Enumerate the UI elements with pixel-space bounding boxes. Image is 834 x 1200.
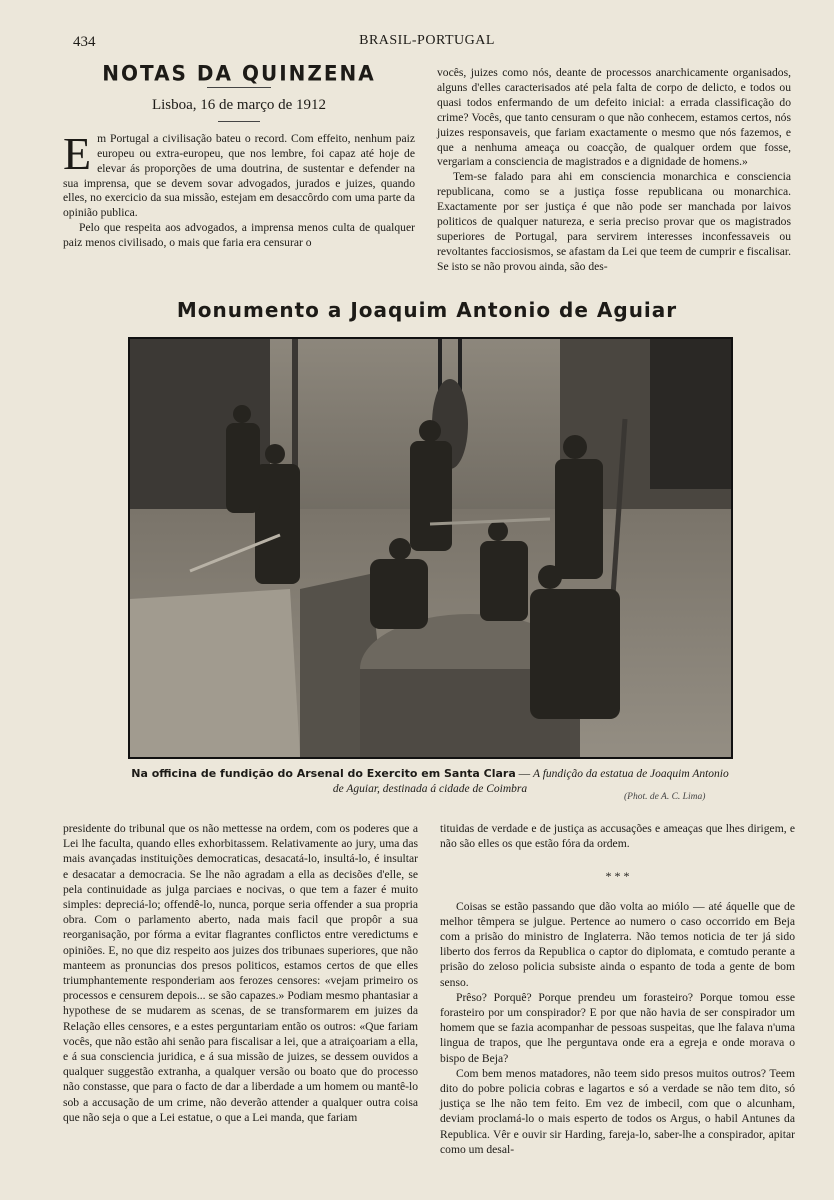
notas-right-paragraph-2: Tem-se falado para ahi em consciencia monarchica e consciencia republicana, como se a justiça fosse republicana ou monarchica. Exactamente por ser justiça é que não pode ser manchada por laivos politicos de qualquer natureza, e seria preciso provar que os magistrados superiores de Portugal, para servirem interesses inconfessaveis ou revoltantes facciosismos, se afastam da Lei que teem de cumprir e fiscalisar. Se isto se não provou ainda, são des-: [437, 170, 791, 273]
bottom-left-column: [63, 821, 418, 1125]
page-number: 434: [73, 34, 96, 50]
monument-title: Monumento a Joaquim Antonio de Aguiar: [176, 298, 678, 322]
notas-title: NOTAS DA QUINZENA: [102, 60, 376, 86]
drop-cap: E: [63, 127, 92, 179]
dateline: Lisboa, 16 de março de 1912: [151, 96, 327, 113]
foundry-photograph: [128, 337, 733, 759]
dateline-rule: [218, 121, 260, 122]
bottom-right-paragraph-3: Prêso? Porquê? Porque prendeu um forasteiro? Porque tomou esse forasteiro por um conspirador? E por que não havia de ser conspirador um homem que se fazia acompanhar de pessoas suspeitas, que lhe falava n'uma lingua de trapos, que lhe perguntava onde era a egreja e onde morava o bispo de Beja?: [440, 990, 795, 1065]
section-separator-stars: * * *: [605, 869, 630, 884]
bottom-left-paragraph: presidente do tribunal que os não mettesse na ordem, com os poderes que a Lei lhe faculta, quando elles exhorbitassem. Relativamente ao jury, uma das mais avançadas instituições democraticas, desacatá-lo, insultá-lo, é insultar e desacatar a democracia. Se lhe não agradam a ella as decisões d'elle, se pela continuidade as julga parciaes e nocivas, o que tem a fazer é muito simples: depreciá-lo; offendê-lo, nunca, porque seria offender a sua propria obra. Com o parlamento aberto, nada mais facil que propôr a sua reorganisação, por fórma a evitar flagrantes conflictos entre veredictums e opiniões. E, no que diz respeito aos juizes dos tribunaes superiores, que não manteem as pronuncias dos presos politicos, estamos certos de que elles triumphantemente responderiam aos ferozes censores: «vejam primeiro os processos e censurem depois... se são capazes.» Podiam mesmo phantasiar a hypothese de se mudarem as scenas, de se transformarem em juizes da Relação elles censores, e a estes perguntariam então os outros: «Que fariam vocês, que não estão ahi senão para fiscalisar a lei, que a atraiçoariam a ella, e á sua consciencia juridica, e á sua missão de juizes, se dessem ouvidos a qualquer suggestão extranha, a qualquer versão ou boato que do processo não constasse, que para o facto de dar a liberdade a um homem ou mantê-lo sob a accusação de um crime, não deverão attender a qualquer outra coisa que não seja o que a Lei estatue, o que a Lei manda, que fariam: [63, 822, 418, 1124]
caption-dash: —: [515, 768, 534, 780]
bottom-right-paragraph-4: Com bem menos matadores, não teem sido presos muitos outros? Teem dito do pobre policia cobras e lagartos e só a verdade se não tem dito, só justiça se lhe não tem feito. Em vez de imbecil, com que o alcunham, deviam proclamá-lo o mais esperto de todos os Argus, o habil Antunes da Republica. Vêr e ouvir sir Harding, fareja-lo, saber-lhe a conspirador, apitar como um desal-: [440, 1066, 795, 1156]
bottom-right-paragraph-1: tituidas de verdade e de justiça as accusações e ameaças que lhes dirigem, e não são elles os que estão fóra da ordem.: [440, 822, 795, 851]
caption-italic: A fundição da estatua de Joaquim Antonio de Aguiar, destinada á cidade de Coimbra: [332, 768, 729, 795]
notas-paragraph-1-text: m Portugal a civilisação bateu o record. Com effeito, nenhum paiz europeu ou extra-europeu, que nos lembre, foi capaz até hoje de elevar ás proporções de uma doutrina, de sustentar e defender na sua imprensa, que se devem sovar advogados, jurados e juizes, quando elles, no exercicio da sua missão, estejam em desaccôrdo com uma parte da opinião publica.: [63, 131, 415, 220]
notas-left-column: [63, 60, 415, 251]
caption-bold: Na officina de fundição do Arsenal do Exercito em Santa Clara: [131, 767, 516, 780]
notas-paragraph-2: Pelo que respeita aos advogados, a imprensa menos culta de qualquer paiz menos civilisado, o mais que faria era censurar o: [63, 221, 415, 250]
running-head: BRASIL-PORTUGAL: [359, 33, 495, 48]
bottom-right-paragraph-2: Coisas se estão passando que dão volta ao miólo — até áquelle que de melhor têmpera se julgue. Pertence ao numero o caso occorrido em Beja com a prisão do ministro de Inglaterra. Não temos noticia de ter já sido liberto dos ferros da Republica o captor do diplomata, e comtudo perante a prisão do zeloso policia subsiste ainda o espanto de toda a gente de bom senso.: [440, 899, 795, 989]
title-rule: [207, 87, 271, 88]
foundry-scene: [130, 339, 731, 757]
bottom-right-column: [440, 821, 795, 1157]
photo-credit: (Phot. de A. C. Lima): [624, 792, 706, 802]
notas-right-paragraph-1: vocês, juizes como nós, deante de processos anarchicamente organisados, alguns d'elles caracterisados até pela falta de corpo de delicto, e todos ou quasi todos enfermando de um defeito inicial: a errada classificação do crime? Vocês, que tanto censuram o que não conhecem, estamos certos, nós juizes responsaveis, que fariam exactamente o mesmo que nós fazemos, e que a nenhuma ameaça ou coacção, de qualquer ordem que fosse, vergariam a consciencia de magistrados e a dignidade de homens.»: [437, 66, 791, 169]
notas-paragraph-1: [63, 127, 415, 221]
notas-right-column: [437, 66, 791, 275]
